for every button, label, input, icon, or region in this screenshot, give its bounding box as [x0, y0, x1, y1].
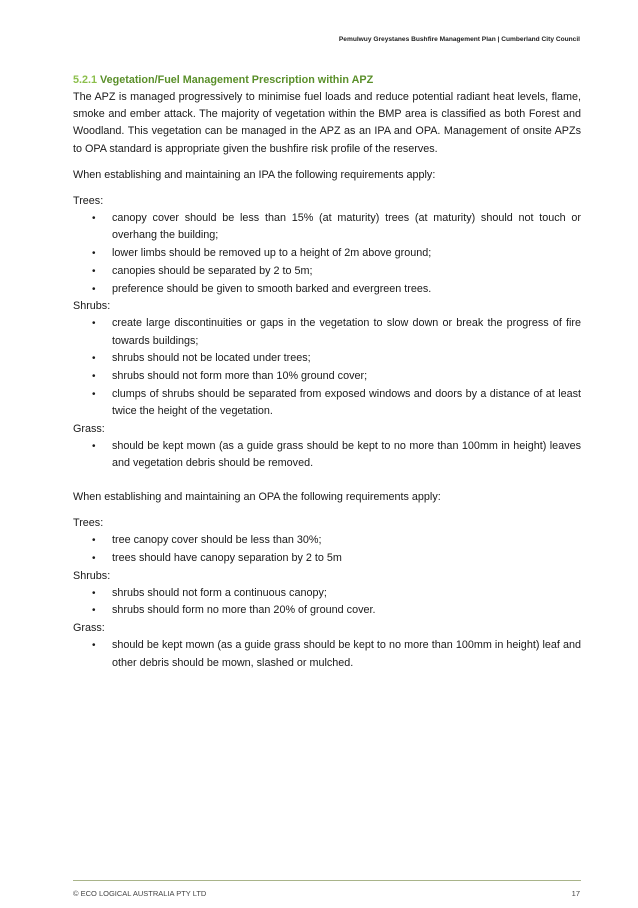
ipa-trees-list — [73, 210, 581, 298]
opa-grass-label: Grass: — [73, 622, 105, 635]
list-item-text: shrubs should form no more than 20% of ground cover. — [112, 604, 376, 617]
bullet-icon: • — [92, 587, 96, 599]
ipa-shrubs-list — [73, 315, 581, 420]
opa-shrubs-list — [73, 585, 581, 620]
list-item — [73, 281, 581, 298]
bullet-icon: • — [92, 265, 96, 277]
bullet-icon: • — [92, 318, 96, 330]
bullet-icon: • — [92, 248, 96, 260]
list-item — [73, 532, 581, 549]
opa-grass-list — [73, 637, 581, 671]
list-item-text: shrubs should not form more than 10% ground cover; — [112, 370, 368, 383]
ipa-shrubs-label: Shrubs: — [73, 300, 111, 313]
bullet-icon: • — [92, 353, 96, 365]
opa-lead: When establishing and maintaining an OPA the following requirements apply: — [73, 490, 441, 503]
list-item-text: shrubs should not be located under trees; — [112, 352, 311, 365]
ipa-grass-list — [73, 438, 581, 472]
bullet-icon: • — [92, 605, 96, 617]
list-item-text: canopies should be separated by 2 to 5m; — [112, 264, 313, 277]
bullet-icon: • — [92, 440, 96, 452]
list-item-text: preference should be given to smooth barked and evergreen trees. — [112, 282, 432, 295]
list-item-text: should be kept mown (as a guide grass should be kept to no more than 100mm in height) leaf and other debris should be mown, slashed or mulched. — [112, 639, 581, 669]
ipa-lead: When establishing and maintaining an IPA the following requirements apply: — [73, 168, 436, 181]
running-header: Pemulwuy Greystanes Bushfire Management Plan | Cumberland City Council — [338, 36, 580, 43]
footer-copyright: © ECO LOGICAL AUSTRALIA PTY LTD — [73, 889, 207, 898]
list-item — [73, 350, 581, 367]
list-item — [73, 386, 581, 420]
list-item-text: tree canopy cover should be less than 30%; — [112, 534, 322, 547]
section-number: 5.2.1 — [73, 74, 98, 86]
list-item-text: clumps of shrubs should be separated from exposed windows and doors by a distance of at least twice the height of the vegetation. — [112, 387, 581, 417]
list-item-text: lower limbs should be removed up to a height of 2m above ground; — [112, 247, 432, 260]
section-title: Vegetation/Fuel Management Prescription within APZ — [97, 74, 374, 86]
list-item-text: trees should have canopy separation by 2 to 5m — [112, 551, 342, 564]
opa-shrubs-label: Shrubs: — [73, 569, 111, 582]
bullet-icon: • — [92, 283, 96, 295]
list-item — [73, 210, 581, 244]
section-heading — [73, 72, 581, 89]
ipa-grass-label: Grass: — [73, 422, 105, 435]
footer-divider — [73, 880, 581, 881]
ipa-trees-label: Trees: — [73, 195, 104, 208]
bullet-icon: • — [92, 388, 96, 400]
page-content — [73, 72, 581, 672]
bullet-icon: • — [92, 535, 96, 547]
intro-paragraph: The APZ is managed progressively to minimise fuel loads and reduce potential radiant heat levels, flame, smoke and ember attack. The majority of vegetation within the BMP area is classified as both Forest and Woodland. This vegetation can be managed in the APZ as an IPA and OPA. Management of onsite APZs to OPA standard is appropriate given the bushfire risk profile of the reserves. — [73, 91, 581, 155]
bullet-icon: • — [92, 552, 96, 564]
bullet-icon: • — [92, 640, 96, 652]
list-item — [73, 602, 581, 619]
list-item — [73, 245, 581, 262]
page-number: 17 — [571, 889, 580, 898]
list-item — [73, 315, 581, 349]
bullet-icon: • — [92, 371, 96, 383]
list-item-text: canopy cover should be less than 15% (at maturity) trees (at maturity) should not touch or overhang the building; — [112, 212, 581, 242]
list-item — [73, 585, 581, 602]
list-item — [73, 550, 581, 567]
opa-trees-label: Trees: — [73, 516, 104, 529]
list-item-text: shrubs should not form a continuous canopy; — [112, 586, 327, 599]
list-item — [73, 438, 581, 472]
list-item — [73, 263, 581, 280]
list-item-text: create large discontinuities or gaps in the vegetation to slow down or break the progress of fire towards buildings; — [112, 317, 581, 347]
opa-trees-list — [73, 532, 581, 567]
list-item — [73, 368, 581, 385]
bullet-icon: • — [92, 213, 96, 225]
list-item-text: should be kept mown (as a guide grass should be kept to no more than 100mm in height) leaves and vegetation debris should be removed. — [112, 439, 581, 470]
list-item — [73, 637, 581, 671]
